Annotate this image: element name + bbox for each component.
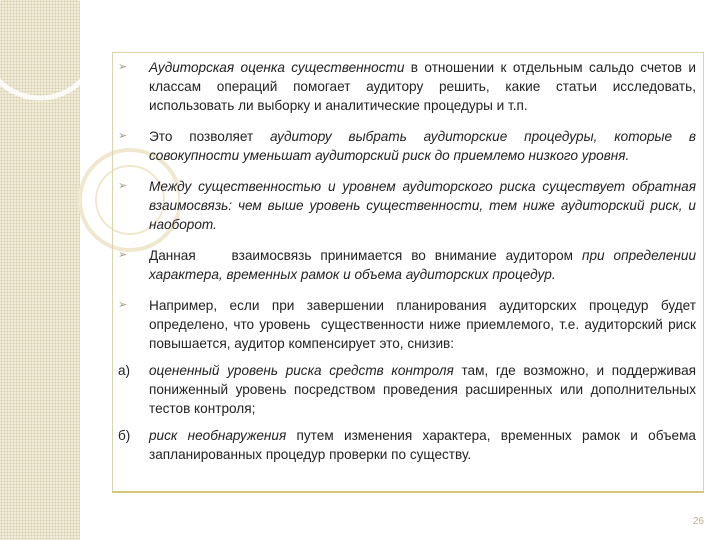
plain-text: Это позволяет bbox=[149, 129, 271, 144]
plain-text: путем изменения характера, временных рамок и объема запланированных процедур проверки по существу. bbox=[149, 428, 696, 462]
list-item-text bbox=[149, 127, 696, 165]
emphasis-text: Аудиторская оценка существенности bbox=[149, 60, 405, 75]
list-item-text bbox=[149, 177, 696, 234]
list-item bbox=[118, 177, 696, 234]
arrow-bullet-icon: ➢ bbox=[118, 130, 128, 142]
plain-text: Данная взаимосвязь принимается во внимание аудитором bbox=[149, 248, 582, 263]
list-item bbox=[118, 296, 700, 353]
arrow-bullet-icon: ➢ bbox=[118, 299, 128, 311]
list-item bbox=[118, 127, 696, 165]
list-item-text bbox=[149, 58, 696, 115]
list-item-text bbox=[149, 246, 696, 284]
plain-text: Например, если при завершении планирования аудиторских процедур будет определено, что уровень существенности ниже приемлемого, т.е. аудиторский риск повышается, аудитор компенсирует это, снизив: bbox=[149, 298, 700, 351]
emphasis-text: риск необнаружения bbox=[149, 428, 287, 443]
emphasis-text: оцененный уровень риска средств контроля bbox=[149, 363, 454, 378]
arrow-bullet-icon: ➢ bbox=[118, 180, 128, 192]
arrow-bullet-icon: ➢ bbox=[118, 249, 128, 261]
plain-text: в отношении к отдельным сальдо счетов и классам операций помогает аудитору решить, какие статьи исследовать, использовать ли выборку и аналитические процедуры и т.п. bbox=[149, 60, 696, 113]
list-item-lettered bbox=[118, 426, 696, 464]
list-letter-marker: а) bbox=[118, 363, 131, 378]
bottom-accent-line bbox=[112, 491, 704, 493]
emphasis-text: Между существенностью и уровнем аудиторского риска существует обратная взаимосвязь: чем выше уровень существенности, тем ниже аудиторский риск, и наоборот. bbox=[149, 179, 696, 232]
page-number: 26 bbox=[692, 516, 704, 527]
arrow-bullet-icon: ➢ bbox=[118, 61, 128, 73]
list-item bbox=[118, 58, 696, 115]
list-letter-marker: б) bbox=[118, 428, 131, 443]
emphasis-text: при определении характера, временных рамок и объема аудиторских процедур. bbox=[149, 248, 697, 282]
list-item-text bbox=[149, 296, 700, 353]
list-item-lettered bbox=[118, 361, 696, 418]
slide-content bbox=[118, 58, 700, 472]
emphasis-text: аудитору выбрать аудиторские процедуры, которые в совокупности уменьшат аудиторский риск до приемлемо низкого уровня. bbox=[149, 129, 696, 163]
plain-text: там, где возможно, и поддерживая пониженный уровень посредством проведения расширенных или дополнительных тестов контроля; bbox=[149, 363, 696, 416]
list-item-text bbox=[149, 361, 696, 418]
list-item-text bbox=[149, 426, 696, 464]
list-item bbox=[118, 246, 696, 284]
